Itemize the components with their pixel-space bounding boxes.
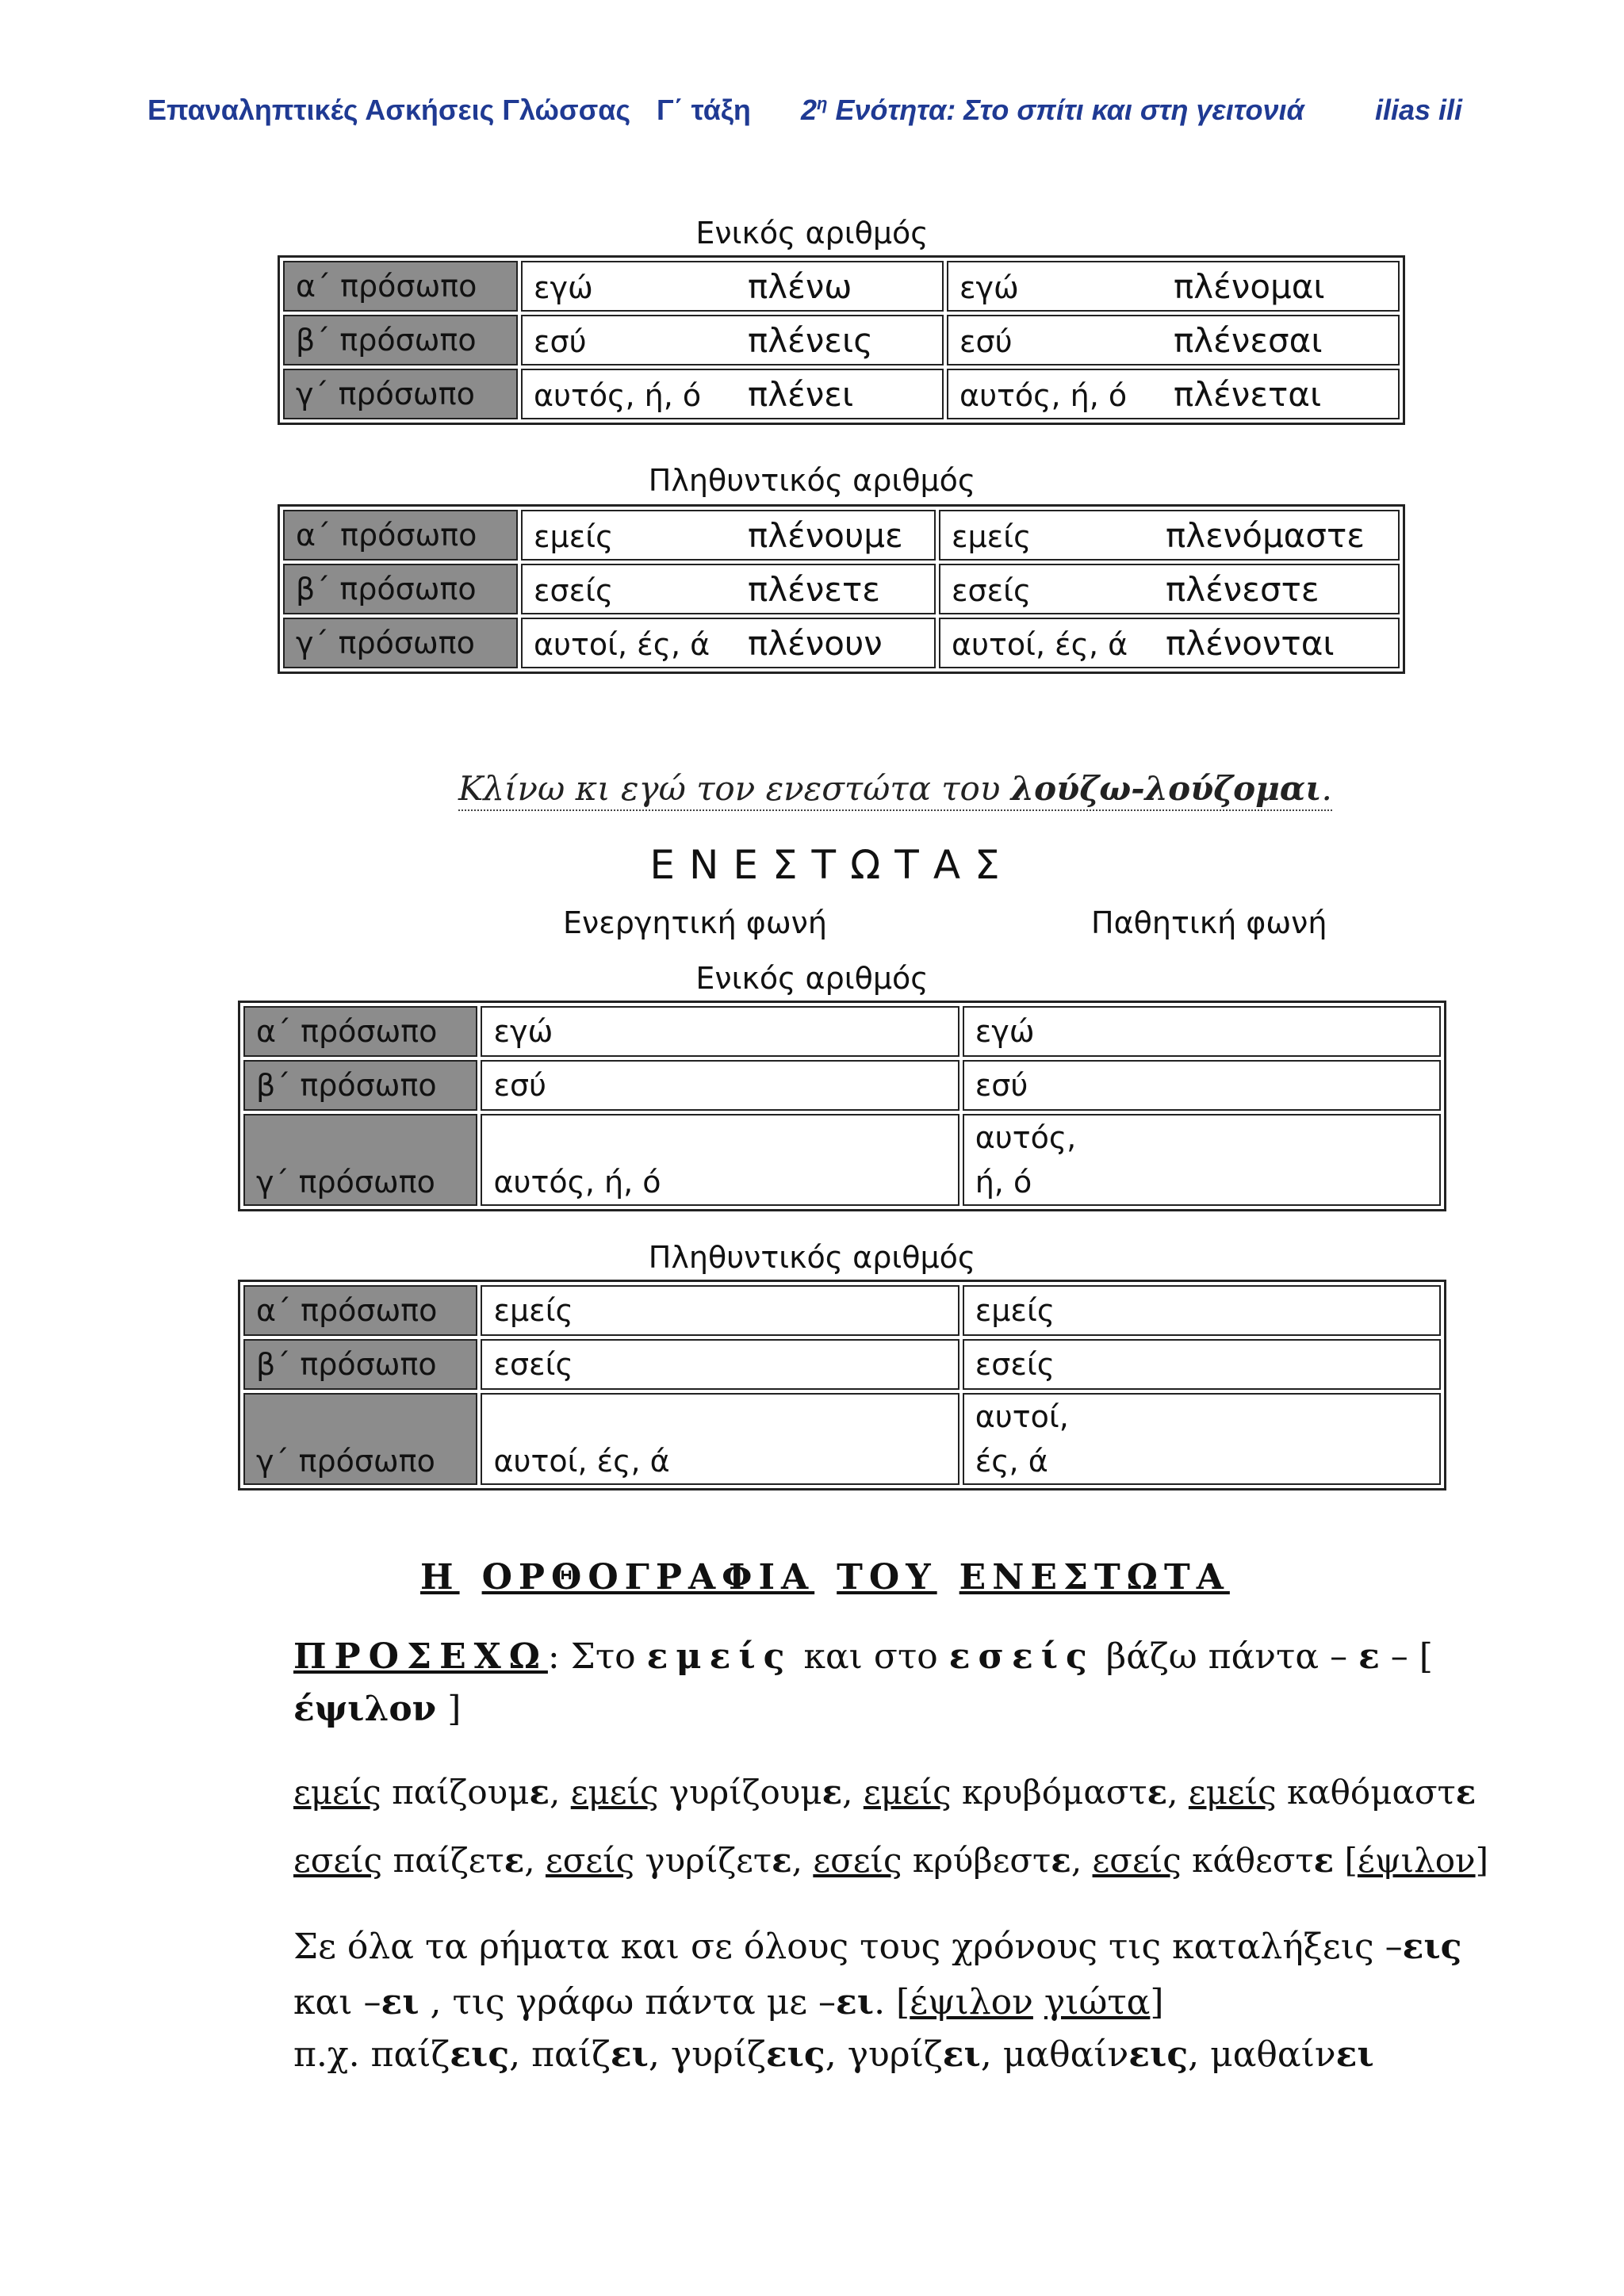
table-row (243, 1114, 1441, 1206)
active-blank-cell[interactable]: εσείς (481, 1339, 959, 1390)
rule2-examples: π.χ. παίζεις, παίζει, γυρίζεις, γυρίζει, μαθαίνεις, μαθαίνει (293, 2034, 1374, 2075)
active-blank-cell[interactable]: εσύ (481, 1060, 959, 1111)
singular-caption-2: Ενικός αριθμός (695, 961, 929, 996)
table-row (283, 618, 1400, 668)
table-row (243, 1393, 1441, 1485)
table-row (243, 1006, 1441, 1057)
header-author: ilias ili (1375, 94, 1463, 126)
active-cell: εγώ πλένω (521, 261, 944, 312)
passive-blank-cell[interactable]: εγώ (963, 1006, 1441, 1057)
table-row (283, 564, 1400, 614)
active-blank-cell[interactable]: εγώ (481, 1006, 959, 1057)
passive-blank-cell[interactable]: εσύ (963, 1060, 1441, 1111)
active-blank-cell[interactable]: αυτοί, ές, ά (481, 1393, 959, 1485)
exercise-table-singular (238, 1001, 1446, 1211)
examples-eseis: εσείς παίζετε, εσείς γυρίζετε, εσείς κρύβεστε, εσείς κάθεστε [έψιλον] (293, 1841, 1488, 1880)
active-cell: εμείς πλένουμε (521, 510, 936, 561)
header-title: Επαναληπτικές Ασκήσεις Γλώσσας (147, 94, 631, 126)
table-row (283, 261, 1400, 312)
table-row (243, 1339, 1441, 1390)
passive-cell: εσείς πλένεστε (939, 564, 1400, 614)
table-row (243, 1060, 1441, 1111)
passive-voice-label: Παθητική φωνή (1091, 905, 1327, 940)
examples-emeis: εμείς παίζουμε, εμείς γυρίζουμε, εμείς κρυβόμαστε, εμείς καθόμαστε (293, 1773, 1477, 1812)
rule2-line-2: και –ει , τις γράφω πάντα με –ει. [έψιλον γιώτα] (293, 1982, 1164, 2022)
header-grade: Γ΄ τάξη (657, 94, 751, 126)
passive-blank-cell[interactable]: αυτοί, ές, ά (963, 1393, 1441, 1485)
table-row (283, 315, 1400, 365)
exercise-title: Κλίνω κι εγώ τον ενεστώτα του λούζω-λούζομαι. (458, 769, 1332, 811)
person-cell: β΄ πρόσωπο (243, 1060, 477, 1111)
page-header (147, 94, 1511, 141)
rule-line-1: ΠΡΟΣΕΧΩ: Στο εμείς και στο εσείς βάζω πάντα – ε – [ (293, 1636, 1433, 1677)
plural-caption: Πληθυντικός αριθμός (648, 463, 976, 498)
active-blank-cell[interactable]: εμείς (481, 1285, 959, 1336)
active-cell: εσείς πλένετε (521, 564, 936, 614)
exercise-table-plural (238, 1280, 1446, 1490)
person-cell: γ΄ πρόσωπο (283, 618, 518, 668)
person-cell: γ΄ πρόσωπο (283, 369, 518, 419)
passive-cell: αυτός, ή, ό πλένεται (947, 369, 1400, 419)
passive-cell: αυτοί, ές, ά πλένονται (939, 618, 1400, 668)
rule-line-2: έψιλον ] (293, 1689, 462, 1729)
singular-caption: Ενικός αριθμός (695, 216, 929, 251)
person-cell: γ΄ πρόσωπο (243, 1393, 477, 1485)
person-cell: α΄ πρόσωπο (283, 510, 518, 561)
person-cell: β΄ πρόσωπο (283, 315, 518, 365)
passive-blank-cell[interactable]: εσείς (963, 1339, 1441, 1390)
tense-heading: ΕΝΕΣΤΩΤΑΣ (649, 842, 1014, 888)
person-cell: β΄ πρόσωπο (283, 564, 518, 614)
table-row (243, 1285, 1441, 1336)
passive-cell: εγώ πλένομαι (947, 261, 1400, 312)
conjugation-table-singular (278, 255, 1405, 425)
person-cell: γ΄ πρόσωπο (243, 1114, 477, 1206)
passive-cell: εμείς πλενόμαστε (939, 510, 1400, 561)
table-row (283, 369, 1400, 419)
active-blank-cell[interactable]: αυτός, ή, ό (481, 1114, 959, 1206)
orthography-heading: Η ΟΡΘΟΓΡΑΦΙΑ ΤΟΥ ΕΝΕΣΤΩΤΑ (420, 1557, 1230, 1598)
active-cell: αυτοί, ές, ά πλένουν (521, 618, 936, 668)
person-cell: β΄ πρόσωπο (243, 1339, 477, 1390)
plural-caption-2: Πληθυντικός αριθμός (648, 1240, 976, 1275)
table-row (283, 510, 1400, 561)
active-voice-label: Ενεργητική φωνή (563, 905, 827, 940)
person-cell: α΄ πρόσωπο (283, 261, 518, 312)
header-unit: $2^\eta$ Ενότητα: Στο σπίτι και στη γειτονιά (801, 94, 1304, 126)
active-cell: αυτός, ή, ό πλένει (521, 369, 944, 419)
conjugation-table-plural (278, 504, 1405, 674)
person-cell: α΄ πρόσωπο (243, 1006, 477, 1057)
passive-cell: εσύ πλένεσαι (947, 315, 1400, 365)
person-cell: α΄ πρόσωπο (243, 1285, 477, 1336)
passive-blank-cell[interactable]: αυτός, ή, ό (963, 1114, 1441, 1206)
passive-blank-cell[interactable]: εμείς (963, 1285, 1441, 1336)
active-cell: εσύ πλένεις (521, 315, 944, 365)
rule2-line-1: Σε όλα τα ρήματα και σε όλους τους χρόνους τις καταλήξεις –εις (293, 1927, 1462, 1967)
